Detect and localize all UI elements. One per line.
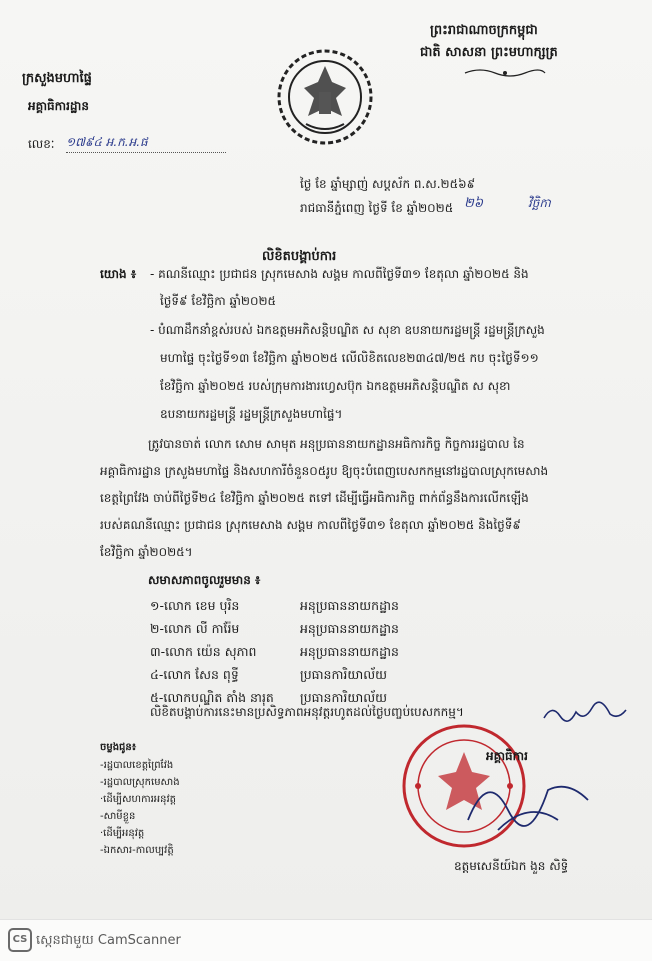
recipient-item: ·ដើម្បីសហការអនុវត្ត xyxy=(100,794,176,805)
recipient-item: -រដ្ឋបាលខេត្តព្រៃវែង xyxy=(100,760,174,771)
reference-2-line-2: មហាផ្ទៃ ចុះថ្ងៃទី១៣ ខែវិច្ឆិកា ឆ្នាំ២០២៥ លើលិខិតលេខ២៣៤៧/២៥ កប ចុះថ្ងៃទី១១ xyxy=(160,351,539,365)
signatory-name: ឧត្តមសេនីយ៍ឯក ងួន សិទ្ធិ xyxy=(454,859,569,873)
body-line-3: ខេត្តព្រៃវែង ចាប់ពីថ្ងៃទី២៤ ខែវិច្ឆិកា ឆ្នាំ២០២៥ តទៅ ដើម្បីធ្វើអធិការកិច្ច ពាក់ព័ន្ធនឹងការលើកឡើង xyxy=(100,491,529,505)
handwritten-month: វិច្ឆិកា xyxy=(528,196,551,210)
member-role: អនុប្រធាននាយកដ្ឋាន xyxy=(300,644,399,659)
reference-2-line-4: ឧបនាយករដ្ឋមន្ត្រី រដ្ឋមន្ត្រីក្រសួងមហាផ្ទៃ។ xyxy=(160,407,343,421)
member-name: ៥-លោកបណ្ឌិត តាំង នារុត xyxy=(150,690,274,705)
member-name: ៤-លោក សែន ពុទ្ធី xyxy=(150,667,239,682)
signatory-title: អគ្គាធិការ xyxy=(486,749,528,763)
signature-mark xyxy=(458,760,598,840)
member-role: អនុប្រធាននាយកដ្ឋាន xyxy=(300,598,399,613)
recipient-item: -ឯកសារ-កាលប្បវត្តិ xyxy=(100,845,174,856)
reference-2-line-3: ខែវិច្ឆិកា ឆ្នាំ២០២៥ របស់ក្រុមការងារហ្វេសប៊ុក ឯកឧត្តមអភិសន្តិបណ្ឌិត ស សុខា xyxy=(160,379,511,393)
camscanner-footer xyxy=(0,919,652,961)
lunar-date: ថ្ងៃ ខែ ឆ្នាំម្សាញ់ សប្តស័ក ព.ស.២៥៦៩ xyxy=(300,177,476,191)
kingdom-title: ព្រះរាជាណាចក្រកម្ពុជា xyxy=(430,23,538,38)
national-motto: ជាតិ សាសនា ព្រះមហាក្សត្រ xyxy=(420,45,558,60)
reference-2-line-1: - បំណាដឹកនាំខ្ពស់របស់ ឯកឧត្តមអភិសន្តិបណ្ឌិត ស សុខា ឧបនាយករដ្ឋមន្ត្រី រដ្ឋមន្ត្រីក្រសួង xyxy=(150,323,545,337)
member-name: ២-លោក លី ការ៉ែម xyxy=(150,621,240,636)
member-role: ប្រធានការិយាល័យ xyxy=(300,667,388,682)
body-line-1: ត្រូវបានចាត់ លោក សោម សាមុត អនុប្រធាននាយកដ្ឋានអធិការកិច្ច កិច្ចការរដ្ឋបាល នៃ xyxy=(148,437,525,451)
initial-signature xyxy=(540,700,630,726)
body-line-4: របស់គណនីឈ្មោះ ប្រជាជន ស្រុកមេសាង សង្គម កាលពីថ្ងៃទី៣១ ខែតុលា ឆ្នាំ២០២៥ និងថ្ងៃទី៩ xyxy=(100,518,521,532)
royal-emblem xyxy=(276,48,374,146)
reference-number: ១៧៩៤ អ.ក.អ.ផ xyxy=(66,134,226,153)
camscanner-text: ស្កេនជាមួយ CamScanner xyxy=(36,933,181,948)
closing-statement: លិខិតបង្គាប់ការនេះមានប្រសិទ្ធភាពអនុវត្តរហូតដល់ថ្ងៃបញ្ចប់បេសកកម្ម។ xyxy=(150,705,464,719)
document-title: លិខិតបង្គាប់ការ xyxy=(262,249,337,264)
member-name: ១-លោក ខេម បុរិន xyxy=(150,598,240,613)
members-heading: សមាសភាពចូលរួមមាន ៖ xyxy=(148,573,261,587)
motto-ornament xyxy=(460,66,550,80)
department-name: អគ្គាធិការដ្ឋាន xyxy=(28,99,89,113)
body-line-2: អគ្គាធិការដ្ឋាន ក្រសួងមហាផ្ទៃ និងសហការីចំនួន០៥រូប ឱ្យចុះបំពេញបេសកកម្មនៅរដ្ឋបាលស្រុកមេសាង xyxy=(100,464,549,478)
recipient-item: ·ដើម្បីអនុវត្ត xyxy=(100,828,145,839)
handwritten-day: ២៦ xyxy=(464,196,484,211)
reference-label: លេខៈ xyxy=(28,137,55,151)
recipient-item: -រដ្ឋបាលស្រុកមេសាង xyxy=(100,777,180,788)
body-line-5: ខែវិច្ឆិកា ឆ្នាំ២០២៥។ xyxy=(100,545,193,559)
recipient-item: -សាមីខ្លួន xyxy=(100,811,136,822)
ministry-name: ក្រសួងមហាផ្ទៃ xyxy=(22,71,92,86)
camscanner-logo-icon: CS xyxy=(8,928,32,952)
solar-date: រាជធានីភ្នំពេញ ថ្ងៃទី ខែ ឆ្នាំ២០២៥ xyxy=(300,201,454,215)
reference-1-line-2: ថ្ងៃទី៩ ខែវិច្ឆិកា ឆ្នាំ២០២៥ xyxy=(160,294,277,308)
recipients-heading: ចម្លងជូន៖ xyxy=(100,742,137,753)
member-role: ប្រធានការិយាល័យ xyxy=(300,690,388,705)
member-name: ៣-លោក យ៉េន សុភាព xyxy=(150,644,257,659)
reference-heading: យោង ៖ xyxy=(100,267,137,281)
reference-1-line-1: - គណនីឈ្មោះ ប្រជាជន ស្រុកមេសាង សង្គម កាលពីថ្ងៃទី៣១ ខែតុលា ឆ្នាំ២០២៥ និង xyxy=(150,267,529,281)
member-role: អនុប្រធាននាយកដ្ឋាន xyxy=(300,621,399,636)
